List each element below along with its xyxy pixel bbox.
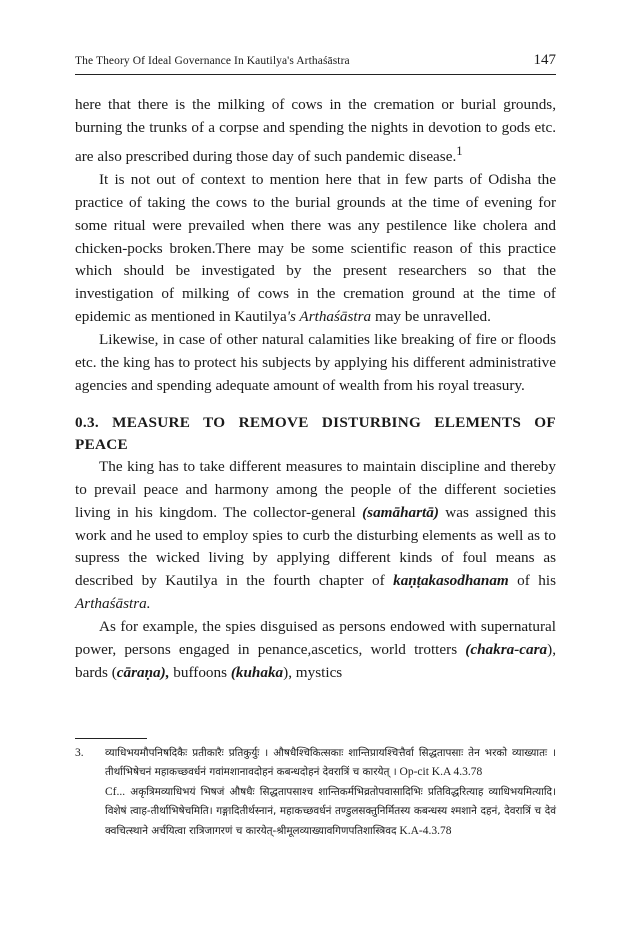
paragraph-3-text: Likewise, in case of other natural calamities like breaking of fire or floods etc. the king has to protect his subjects by applying his different administrative agencies and spending adequate amount of wealth from his royal treasury.	[75, 331, 556, 394]
footnote-sanskrit-1	[105, 744, 556, 783]
footnote-sanskrit-2	[105, 783, 556, 841]
section-heading: 0.3. MEASURE TO REMOVE DISTURBING ELEMENTS OF PEACE	[75, 413, 556, 453]
footnote-marker: 1	[456, 143, 463, 158]
page-number: 147	[533, 52, 556, 68]
paragraph-1	[75, 94, 556, 169]
term-carana: cāraṇa),	[116, 664, 170, 681]
term-kantakasodhanam: kaṇṭakasodhanam	[393, 572, 509, 590]
paragraph-5-text-3: buffoons	[169, 664, 231, 681]
term-kuhaka: (kuhaka	[230, 664, 284, 681]
term-arthashastra: Arthaśāstra.	[75, 595, 151, 613]
term-samaharta: (samāhartā)	[362, 503, 439, 521]
term-chakra-cara: (chakra-cara	[465, 641, 548, 659]
footnote-cf: Cf...	[105, 785, 126, 798]
paragraph-4-text-2: was assigned this work and he used to employ spies to curb the disturbing elements as well as to supress the wicked living by applying different kinds of foul means as described by Kautilya in the fourth chapter of	[75, 503, 556, 590]
paragraph-5-text-2: ), bards (	[75, 641, 556, 681]
paragraph-5-text: As for example, the spies disguised as persons endowed with supernatural power, persons engaged in penance,ascetics, world trotters	[75, 618, 556, 659]
paragraph-5-text-4: ), mystics	[283, 664, 343, 681]
body-text	[75, 94, 556, 685]
paragraph-1-text: here that there is the milking of cows in the cremation or burial grounds, burning the trunks of a corpse and spending the nights in devotion to gods etc. are also prescribed during those day of such pandemic disease.	[75, 96, 556, 165]
running-title: The Theory Of Ideal Governance In Kautilya's Arthaśāstra	[75, 55, 350, 67]
footnote-rule	[75, 738, 147, 739]
paragraph-2-text: It is not out of context to mention here that in few parts of Odisha the practice of taking the cows to the burial grounds at the time of evening for some ritual were prevailed when there was any pestilence like cholera and chicken-pocks broken.There may be some scientific reason of this practice which should be investigated by the present researchers so that the investigation of milking of cows in the cremation ground at the time of epidemic as mentioned in Kautilya	[75, 170, 556, 326]
paragraph-5	[75, 616, 556, 685]
footnote-citation-1: Op-cit K.A 4.3.78	[396, 766, 483, 779]
page-header	[75, 50, 556, 75]
footnote-citation-2: K.A-4.3.78	[396, 824, 452, 837]
paragraph-4	[75, 456, 556, 616]
paragraph-4-text-3: of his	[508, 572, 557, 590]
paragraph-3	[75, 329, 556, 398]
paragraph-2-end: may be unravelled.	[371, 308, 491, 326]
footnote-body	[105, 744, 556, 841]
footnote-commentary: अकृत्रिमव्याधिभयं भिषजं औषधैः सिद्धतापसाश्च शान्तिकर्मभिव्रतोपवासादिभिः प्रतिविद्धरित्याह व्याधिभयमित्यादि। विशेषं त्वाह-तीर्थाभिषेचमिति। गङ्गादितीर्थस्नानं, महाकच्छवर्धनं तण्डुलसक्तुनिर्मितस्य कबन्धस्य श्मशाने दहनं, देवरात्रिं च देवं क्वचित्स्थाने अर्चयित्वा रात्रिजागरणं च कारयेत्-श्रीमूलव्याख्यावगिणपतिशास्त्रिवद	[105, 785, 556, 837]
paragraph-4-text: The king has to take different measures to maintain discipline and thereby to prevail peace and harmony among the people of the different societies living in his kingdom. The collector-general	[75, 457, 556, 521]
footnote-verse: व्याधिभयमौपनिषदिकैः प्रतीकारैः प्रतिकुर्युः । औषधैश्चिकित्सकाः शान्तिप्रायश्चित्तैर्वा सिद्धतापसाः तेन भरको व्याख्यातः । तीर्थाभिषेचनं महाकच्छवर्धनं गवांमशानावदोहनं कबन्धदोहनं देवरात्रिं च कारयेत् ।	[105, 747, 556, 779]
footnote-number: 3.	[75, 747, 84, 759]
paragraph-2	[75, 169, 556, 329]
arthashastra-italic: 's Arthaśāstra	[286, 308, 372, 326]
